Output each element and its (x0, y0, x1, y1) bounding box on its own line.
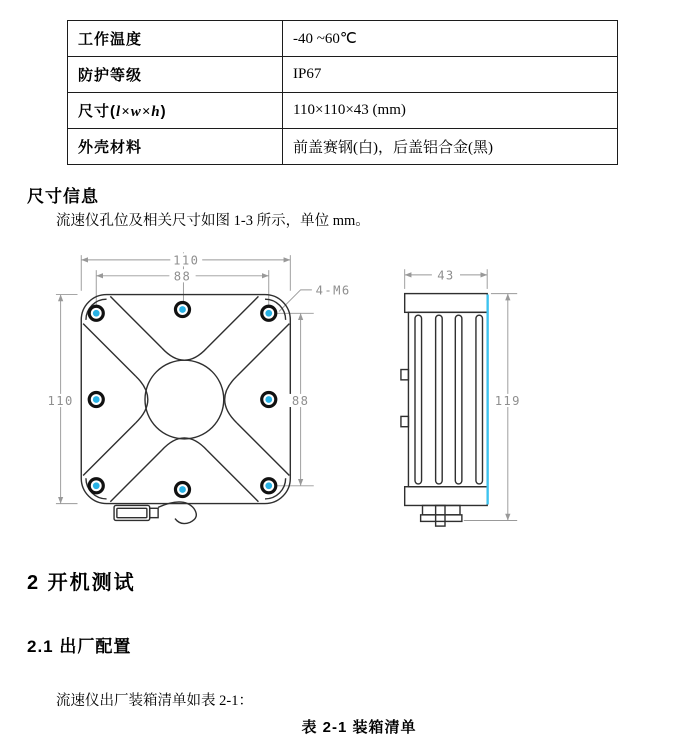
hole-accent-dot (265, 482, 272, 489)
spec-label-suffix: ) (160, 103, 167, 120)
thread-spec-label: 4-M6 (315, 283, 351, 298)
dimension-drawing (40, 240, 640, 545)
table-row (68, 57, 618, 93)
spec-label: 工作温度 (68, 21, 283, 57)
corner-band (237, 423, 290, 476)
packing-list-text: 流速仪出厂装箱清单如表 2-1： (56, 693, 253, 709)
mounting-hole (262, 393, 276, 407)
hole-accent-dot (93, 482, 100, 489)
corner-band (207, 450, 259, 502)
front-dimension-lines (56, 252, 314, 503)
side-dimension-labels (432, 268, 524, 408)
pocket-curve (136, 376, 148, 423)
corner-band (237, 324, 290, 377)
pocket-curve (225, 376, 237, 423)
mounting-hole (262, 306, 276, 320)
chapter-heading: 2 开机测试 (27, 572, 136, 594)
spec-value: 110×110×43 (mm) (283, 93, 618, 129)
front-plate-outline (81, 295, 290, 504)
side-connector-pin (436, 505, 445, 526)
heatsink-fin (415, 315, 422, 484)
mounting-hole (175, 483, 189, 497)
dim-label-width: 110 (173, 253, 200, 268)
side-housing (401, 294, 487, 527)
spec-label-dims: l×w×h (116, 104, 161, 120)
corner-band (110, 450, 162, 502)
mounting-holes (89, 303, 276, 497)
pocket-curve (162, 348, 207, 360)
corner-band (83, 423, 136, 476)
cable-hook (158, 502, 196, 524)
hole-accent-dot (179, 486, 186, 493)
spec-value: 前盖赛钢(白)，后盖铝合金(黑) (283, 129, 618, 165)
corner-band (83, 324, 136, 377)
table-row (68, 93, 618, 129)
mounting-hole (262, 479, 276, 493)
dim-label-height: 110 (47, 394, 74, 409)
spec-label: 防护等级 (68, 57, 283, 93)
table-caption: 表 2-1 装箱清单 (301, 719, 417, 736)
mounting-hole (89, 393, 103, 407)
table-row (68, 129, 618, 165)
spec-value: -40 ~60℃ (283, 21, 618, 57)
heatsink-fin (476, 315, 483, 484)
center-circle (145, 360, 224, 439)
spec-label (68, 93, 283, 129)
side-notch (401, 416, 409, 426)
side-notch (401, 370, 409, 380)
heatsink-fin (436, 315, 443, 484)
front-view (46, 252, 351, 523)
subsection-heading: 2.1 出厂配置 (27, 637, 132, 656)
spec-value: IP67 (283, 57, 618, 93)
side-connector-body (423, 505, 461, 514)
hole-accent-dot (179, 306, 186, 313)
mounting-hole (89, 479, 103, 493)
front-connector-collar (150, 508, 158, 517)
pocket-curve (162, 438, 207, 450)
spec-label-prefix: 尺寸( (78, 103, 116, 120)
dimension-intro-text: 流速仪孔位及相关尺寸如图 1-3 所示，单位 mm。 (56, 213, 370, 229)
mounting-hole (175, 303, 189, 317)
heatsink-fin (455, 315, 462, 484)
side-top-cap (405, 294, 488, 313)
dim-label-hole-pitch-v: 88 (291, 394, 310, 409)
side-connector-flange (421, 515, 462, 522)
spec-label: 外壳材料 (68, 129, 283, 165)
dim-label-depth: 43 (437, 268, 455, 283)
front-dimension-labels (46, 253, 351, 408)
hole-accent-dot (93, 310, 100, 317)
section-heading-dimensions: 尺寸信息 (27, 187, 99, 206)
hole-accent-dot (265, 396, 272, 403)
dim-label-hole-pitch-h: 88 (173, 269, 192, 284)
dim-label-side-height: 119 (494, 394, 521, 409)
thread-leader-line (279, 290, 312, 312)
side-bottom-cap (405, 487, 488, 506)
spec-table (67, 20, 618, 165)
side-view (401, 268, 524, 526)
hole-accent-dot (265, 310, 272, 317)
table-row (68, 21, 618, 57)
corner-band (207, 296, 259, 348)
front-connector-inner (117, 508, 147, 517)
corner-band (110, 296, 162, 348)
mounting-hole (89, 306, 103, 320)
hole-accent-dot (93, 396, 100, 403)
